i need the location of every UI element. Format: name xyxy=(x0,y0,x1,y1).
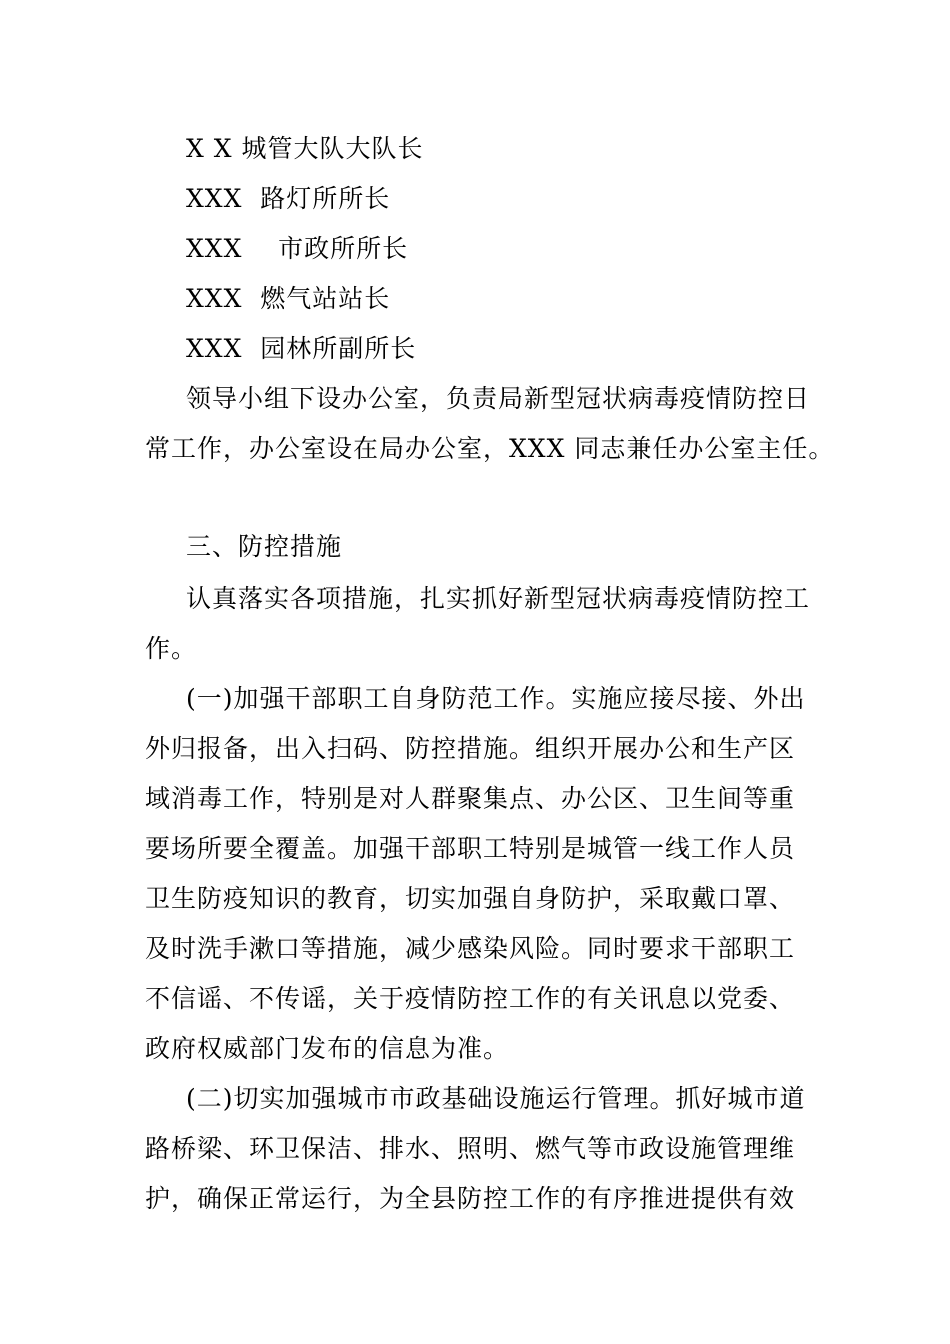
member-line-5: XXX 园林所副所长 xyxy=(186,334,417,363)
item-2-line-2: 路桥梁、环卫保洁、排水、照明、燃气等市政设施管理维 xyxy=(145,1134,796,1163)
item-1-line-4: 要场所要全覆盖。加强干部职工特别是城管一线工作人员 xyxy=(145,834,796,863)
measures-intro-line-1: 认真落实各项措施，扎实抓好新型冠状病毒疫情防控工 xyxy=(186,584,811,613)
item-1-line-3: 域消毒工作，特别是对人群聚集点、办公区、卫生间等重 xyxy=(145,784,796,813)
section-heading: 三、防控措施 xyxy=(186,532,343,561)
measures-intro-line-2: 作。 xyxy=(145,634,198,663)
member-line-1: X X 城管大队大队长 xyxy=(186,134,424,163)
item-2-line-1: (二)切实加强城市市政基础设施运行管理。抓好城市道 xyxy=(186,1084,806,1113)
item-1-line-8: 政府权威部门发布的信息为准。 xyxy=(145,1034,510,1063)
item-2-line-3: 护，确保正常运行，为全县防控工作的有序推进提供有效 xyxy=(145,1184,796,1213)
item-1-line-7: 不信谣、不传谣，关于疫情防控工作的有关讯息以党委、 xyxy=(145,984,796,1013)
member-line-3: XXX 市政所所长 xyxy=(186,234,409,263)
office-paragraph-line-1: 领导小组下设办公室，负责局新型冠状病毒疫情防控日 xyxy=(186,384,811,413)
item-1-line-1: (一)加强干部职工自身防范工作。实施应接尽接、外出 xyxy=(186,684,806,713)
item-1-line-5: 卫生防疫知识的教育，切实加强自身防护，采取戴口罩、 xyxy=(145,884,796,913)
member-line-4: XXX 燃气站站长 xyxy=(186,284,391,313)
member-line-2: XXX 路灯所所长 xyxy=(186,184,391,213)
item-1-line-2: 外归报备，出入扫码、防控措施。组织开展办公和生产区 xyxy=(145,734,796,763)
item-1-line-6: 及时洗手漱口等措施，减少感染风险。同时要求干部职工 xyxy=(145,934,796,963)
office-paragraph-line-2: 常工作，办公室设在局办公室，XXX 同志兼任办公室主任。 xyxy=(145,434,835,463)
